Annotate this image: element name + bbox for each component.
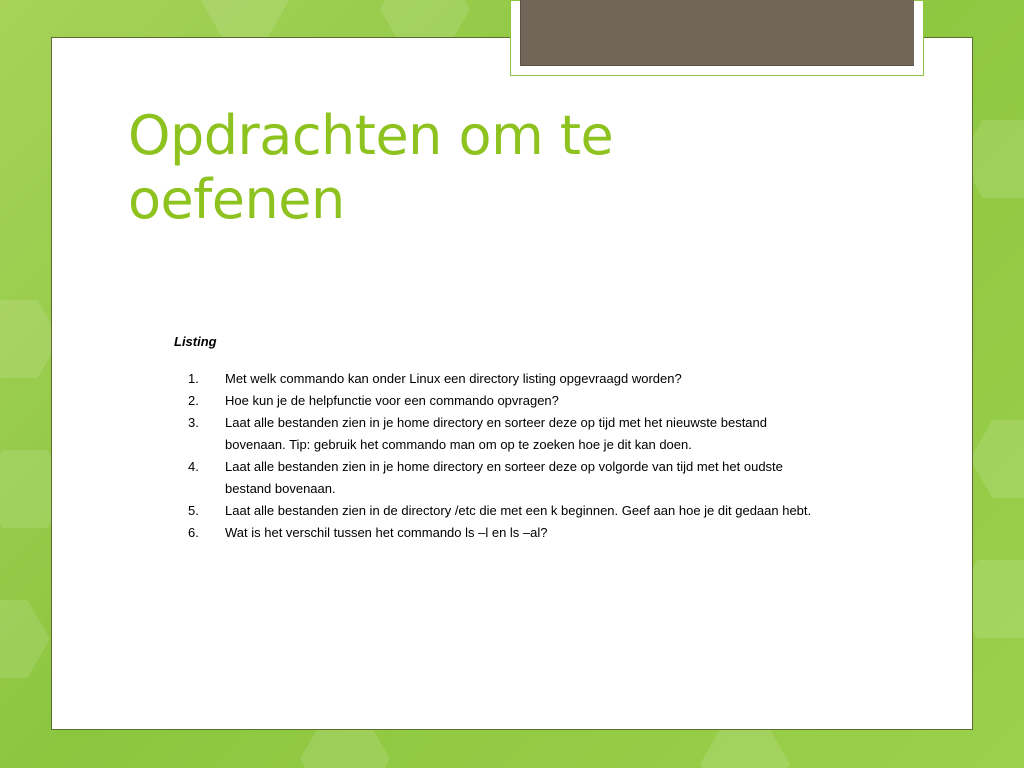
list-item-text: Laat alle bestanden zien in je home directory en sorteer deze op tijd met het nieuwste bestand bovenaan. Tip: gebruik het commando man om op te zoeken hoe je dit kan doen. xyxy=(225,415,768,452)
list-item-number: 5. xyxy=(188,503,199,518)
list-item-number: 6. xyxy=(188,525,199,540)
list-item-text: Laat alle bestanden zien in de directory /etc die met een k beginnen. Geef aan hoe je dit gedaan hebt. xyxy=(225,503,812,518)
list-item-text: Met welk commando kan onder Linux een directory listing opgevraagd worden? xyxy=(225,371,682,386)
list-item xyxy=(174,368,814,390)
exercise-list xyxy=(174,368,814,544)
list-item-text: Laat alle bestanden zien in je home directory en sorteer deze op volgorde van tijd met het oudste bestand bovenaan. xyxy=(225,459,783,496)
section-heading: Listing xyxy=(174,334,217,349)
list-item-number: 4. xyxy=(188,459,199,474)
background-hexagon xyxy=(200,0,290,38)
list-item-text: Wat is het verschil tussen het commando ls –l en ls –al? xyxy=(225,525,548,540)
list-item-number: 3. xyxy=(188,415,199,430)
list-item xyxy=(174,390,814,412)
list-item-text: Hoe kun je de helpfunctie voor een commando opvragen? xyxy=(225,393,559,408)
background-hexagon xyxy=(0,600,50,678)
list-item-number: 2. xyxy=(188,393,199,408)
slide-title: Opdrachten om te oefenen xyxy=(128,104,614,231)
list-item xyxy=(174,500,814,522)
list-item-number: 1. xyxy=(188,371,199,386)
list-item xyxy=(174,412,814,456)
top-tab-panel xyxy=(520,0,914,66)
background-hexagon xyxy=(700,725,790,768)
list-item xyxy=(174,522,814,544)
list-item xyxy=(174,456,814,500)
background-hexagon xyxy=(970,420,1024,498)
